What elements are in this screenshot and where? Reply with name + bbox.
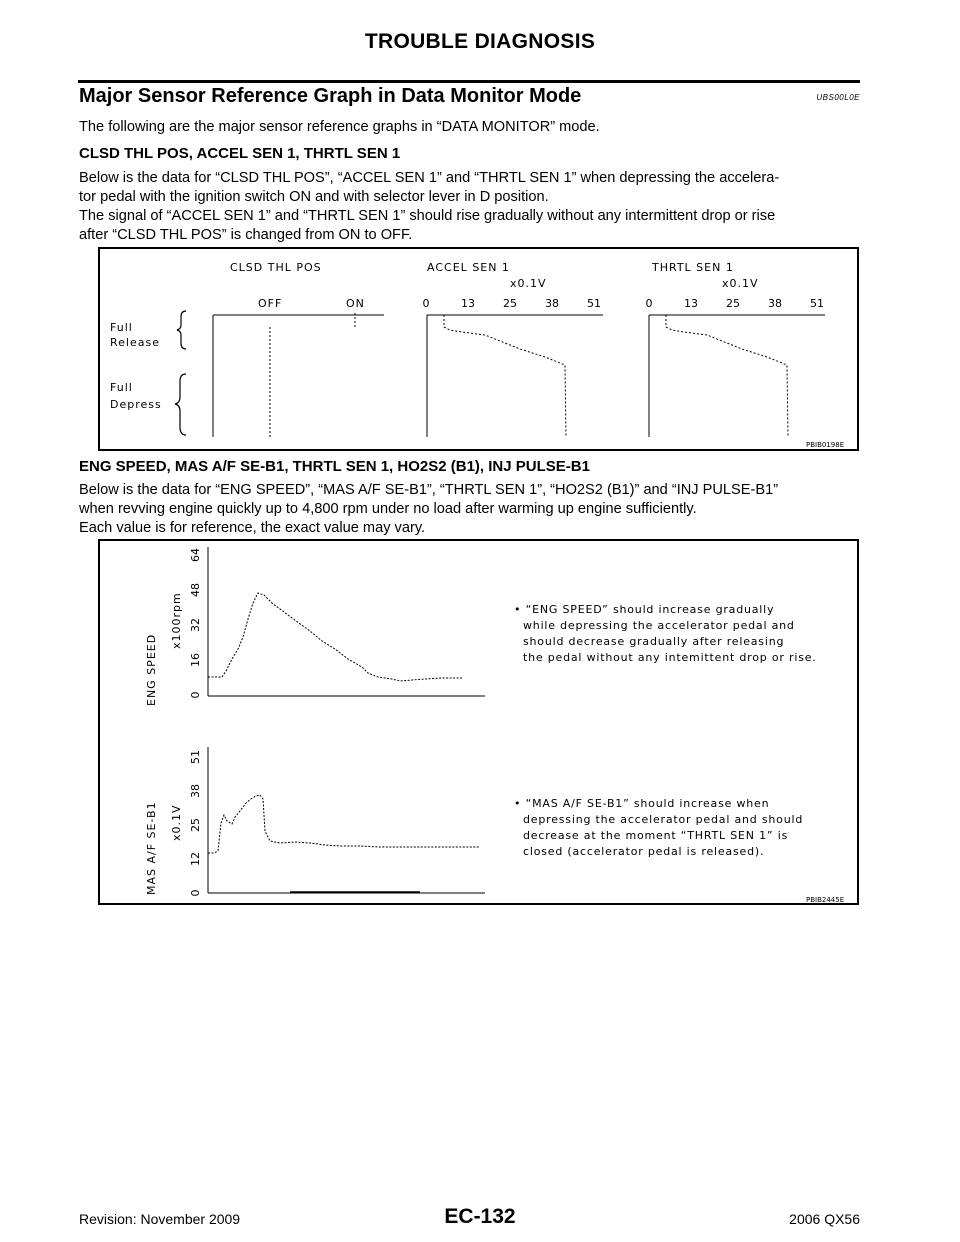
col2-tick-labels (423, 297, 602, 310)
throttle-graphs-svg (100, 249, 861, 453)
col3-title: THRTL SEN 1 (652, 261, 734, 274)
maf-unit: x0.1V (170, 804, 183, 841)
tick-label: 0 (645, 297, 653, 310)
engine-graphs-svg (100, 541, 861, 907)
maf-note-line: • “MAS A/F SE-B1” should increase when (514, 797, 770, 810)
subsection-1-line: after “CLSD THL POS” is changed from ON to OFF. (79, 227, 413, 243)
maf-note-line: decrease at the moment “THRTL SEN 1” is (523, 829, 789, 842)
col3-throttle-trace (666, 315, 788, 437)
tick-label: 0 (189, 889, 202, 897)
maf-trace (208, 795, 480, 853)
maf-note-line: depressing the accelerator pedal and should (523, 813, 804, 826)
tick-label: 38 (545, 297, 559, 310)
col2-unit: x0.1V (510, 277, 547, 290)
full-release-label: Full (110, 321, 133, 334)
tick-label: 12 (189, 852, 202, 866)
tick-label: 25 (189, 818, 202, 832)
col1-title: CLSD THL POS (230, 261, 322, 274)
subsection-1-line: Below is the data for “CLSD THL POS”, “ACCEL SEN 1” and “THRTL SEN 1” when depressing the accelera- (79, 170, 780, 186)
subsection-2-body (79, 481, 869, 538)
eng-note-line: while depressing the accelerator pedal and (523, 619, 795, 632)
eng-note-line: the pedal without any intemittent drop or rise. (523, 651, 817, 664)
figure-engine-graphs (98, 539, 859, 905)
eng-speed-tick-labels (189, 548, 202, 699)
full-depress-label: Depress (110, 398, 162, 411)
eng-speed-label: ENG SPEED (145, 633, 158, 706)
col3-unit: x0.1V (722, 277, 759, 290)
eng-speed-trace (208, 593, 462, 681)
fig2-code: PBIB2445E (806, 896, 845, 904)
tick-label: 51 (810, 297, 824, 310)
tick-label: 51 (587, 297, 601, 310)
subsection-2-line: Each value is for reference, the exact value may vary. (79, 520, 426, 536)
eng-speed-unit: x100rpm (170, 592, 183, 649)
tick-label: 38 (768, 297, 782, 310)
tick-label: 0 (189, 691, 202, 699)
section-code: UBS00L0E (816, 93, 860, 102)
subsection-1-body (79, 169, 869, 245)
subsection-2-line: when revving engine quickly up to 4,800 rpm under no load after warming up engine sufficiently. (79, 501, 697, 517)
col2-accel-trace (444, 315, 566, 437)
release-brace (177, 311, 186, 349)
footer-revision: Revision: November 2009 (79, 1211, 241, 1227)
tick-label: 38 (189, 784, 202, 798)
tick-label: 0 (422, 297, 430, 310)
tick-label: 25 (503, 297, 517, 310)
on-label: ON (346, 297, 365, 310)
footer-model: 2006 QX56 (789, 1211, 860, 1227)
tick-label: 25 (726, 297, 740, 310)
section-intro: The following are the major sensor reference graphs in “DATA MONITOR” mode. (79, 119, 600, 135)
tick-label: 16 (189, 653, 202, 667)
subsection-1-title: CLSD THL POS, ACCEL SEN 1, THRTL SEN 1 (79, 145, 401, 162)
footer-page-number: EC-132 (444, 1205, 516, 1228)
eng-note-line: • “ENG SPEED” should increase gradually (514, 603, 775, 616)
figure-throttle-graphs (98, 247, 859, 451)
tick-label: 48 (189, 583, 202, 597)
subsection-2-title: ENG SPEED, MAS A/F SE-B1, THRTL SEN 1, HO2S2 (B1), INJ PULSE-B1 (79, 458, 590, 475)
tick-label: 64 (189, 548, 202, 562)
tick-label: 13 (684, 297, 698, 310)
section-title: Major Sensor Reference Graph in Data Monitor Mode (79, 85, 582, 107)
subsection-2-line: Below is the data for “ENG SPEED”, “MAS A/F SE-B1”, “THRTL SEN 1”, “HO2S2 (B1)” and “INJ PULSE-B1” (79, 482, 779, 498)
maf-tick-labels (189, 750, 202, 897)
header-rule (78, 80, 860, 83)
col2-title: ACCEL SEN 1 (427, 261, 510, 274)
off-label: OFF (258, 297, 283, 310)
maf-note-line: closed (accelerator pedal is released). (523, 845, 765, 858)
full-depress-label: Full (110, 381, 133, 394)
maf-label: MAS A/F SE-B1 (145, 801, 158, 895)
subsection-1-line: The signal of “ACCEL SEN 1” and “THRTL SEN 1” should rise gradually without any intermittent drop or rise (79, 208, 776, 224)
depress-brace (175, 374, 186, 435)
tick-label: 32 (189, 618, 202, 632)
tick-label: 13 (461, 297, 475, 310)
tick-label: 51 (189, 750, 202, 764)
subsection-1-line: tor pedal with the ignition switch ON and with selector lever in D position. (79, 189, 549, 205)
page-header-title: TROUBLE DIAGNOSIS (364, 30, 596, 53)
col3-tick-labels (646, 297, 825, 310)
eng-note-line: should decrease gradually after releasing (523, 635, 785, 648)
fig1-code: PBIB0198E (806, 441, 845, 449)
full-release-label: Release (110, 336, 160, 349)
